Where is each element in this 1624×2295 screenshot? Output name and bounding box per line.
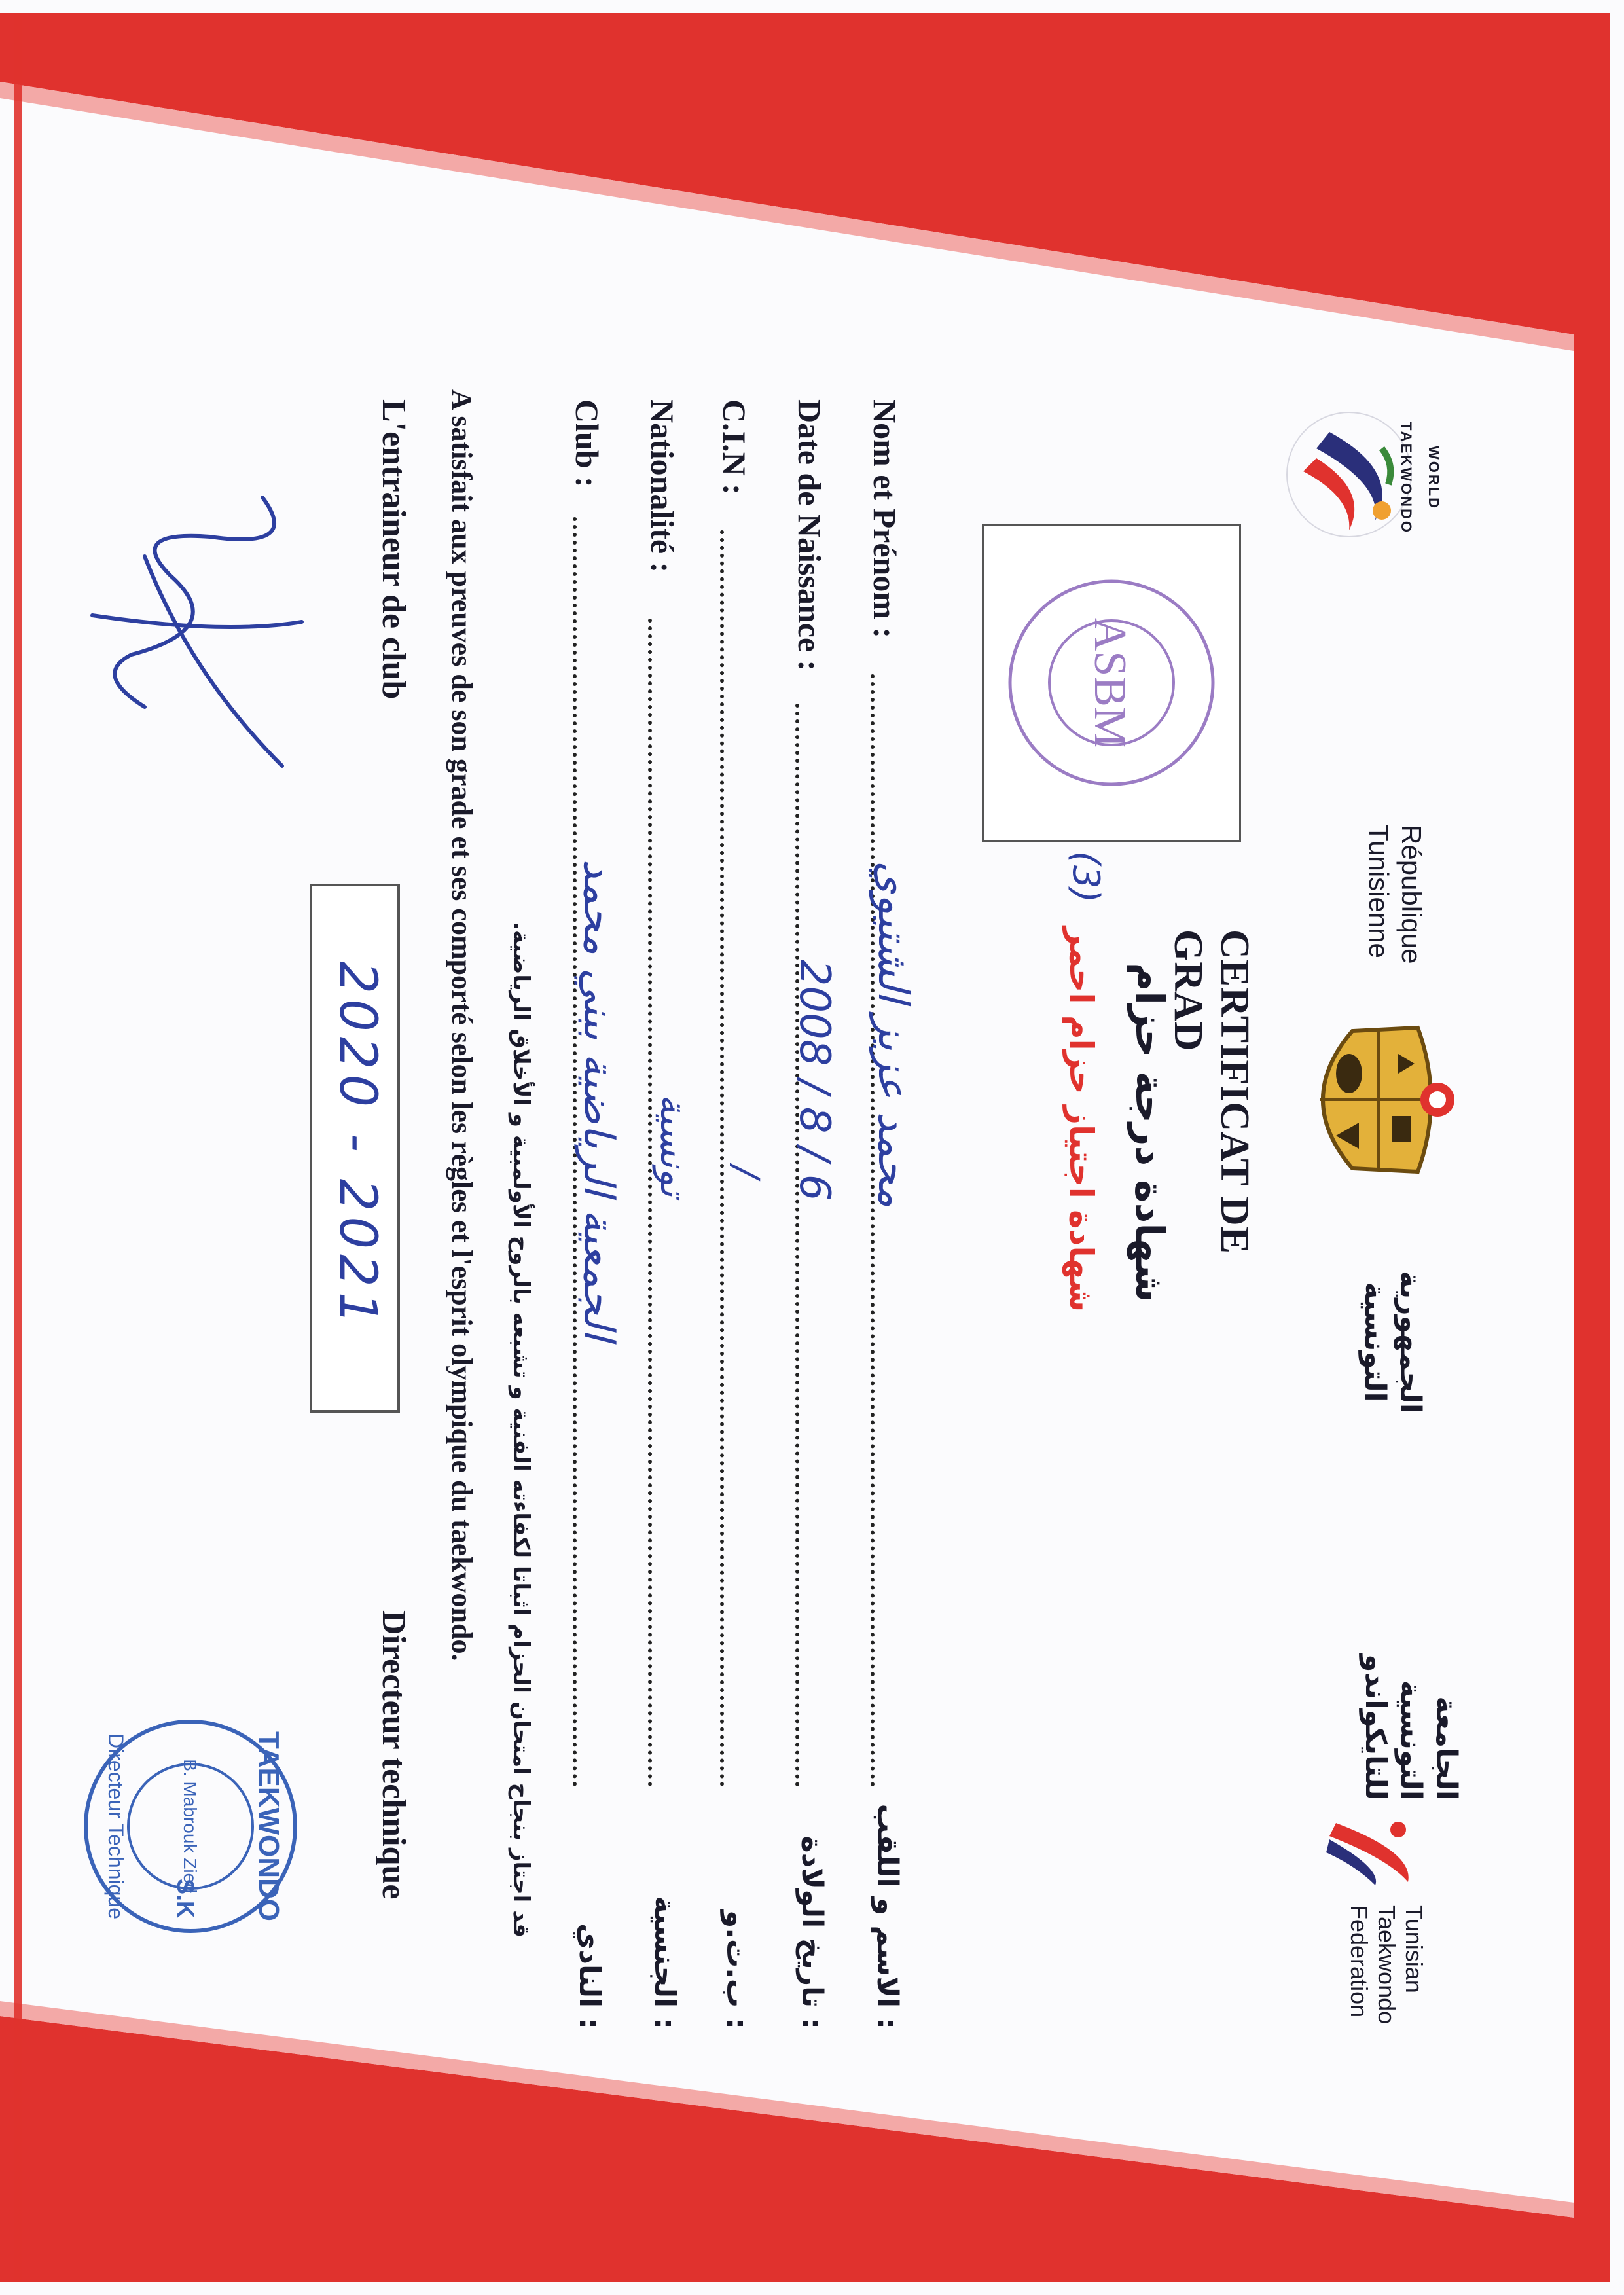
field-club-value: الجمعية الرياضية ببني محمد: [574, 859, 623, 1341]
field-nationality-label: Nationalité :: [644, 399, 681, 573]
field-club-label: Club :: [569, 399, 605, 488]
federation-ar: الجامعة التونسية للتايكواندو: [1359, 1653, 1463, 1800]
title-subtitle-num: (3): [1064, 851, 1107, 903]
republique-fr: République Tunisienne: [1363, 825, 1427, 964]
field-name-label-ar: : الاسم و اللقب: [871, 1803, 904, 2029]
title-fr: CERTIFICAT DE GRAD: [1166, 930, 1257, 1255]
director-stamp-top: TAEKWONDO: [253, 1731, 285, 1922]
director-stamp-suffix: S.K: [172, 1878, 199, 1919]
field-name-value: محمد عزيز الشتيوي: [869, 861, 917, 1208]
field-birth-label: Date de Naissance :: [791, 399, 828, 672]
title-ar: شهادة درجة حزام: [1127, 962, 1172, 1303]
coach-signature: [66, 458, 341, 799]
coat-of-arms-emblem: [1287, 1002, 1457, 1198]
federation-en: Tunisian Taekwondo Federation: [1346, 1905, 1428, 2025]
asbm-stamp: [984, 526, 1239, 840]
director-stamp-role: Directeur Technique: [104, 1733, 128, 1920]
field-cin-label: C.I.N :: [716, 399, 753, 495]
asbm-stamp-text: ASBM: [1085, 617, 1135, 748]
field-club-label-ar: : النادي: [573, 1923, 606, 2029]
field-name-label: Nom et Prénom :: [867, 399, 903, 639]
field-cin-value: /: [724, 1165, 767, 1178]
statement-fr: A satisfait aux preuves de son grade et ses comporté selon les règles et l'esprit olympique du taekwondo.: [446, 389, 478, 1661]
republique-ar: الجمهورية التونسية: [1358, 1271, 1427, 1413]
world-taekwondo-text: WORLD TAEKWONDO: [1398, 421, 1442, 535]
field-birth-label-ar: : تاريخ الولادة: [795, 1835, 829, 2029]
director-title: Directeur technique: [375, 1610, 412, 1900]
federation-logo: [1323, 1813, 1428, 1892]
director-stamp: [73, 1708, 308, 1944]
field-birth-value: 2008 / 8 / 6: [790, 959, 839, 1201]
field-nationality-value: تونسية: [652, 1094, 695, 1197]
field-cin-label-ar: : ب.ت.و: [720, 1909, 753, 2029]
statement-ar: قد اجتاز بنجاح امتحان الحزام اثباتا لكفاءته الفنية و تشبعه بالروح الأولمبية و الأخلاق الرياضية.: [508, 922, 534, 1938]
season-value: 2020 - 2021: [328, 961, 387, 1330]
director-stamp-name: B. Mabrouk Zied: [180, 1759, 200, 1894]
field-nationality-label-ar: : الجنسية: [648, 1896, 681, 2029]
coach-title: L'entraineur de club: [375, 399, 412, 700]
title-subtitle-ar: شهادة اجتياز حزام احمر: [1062, 926, 1100, 1312]
club-stamp-box: [982, 524, 1241, 842]
